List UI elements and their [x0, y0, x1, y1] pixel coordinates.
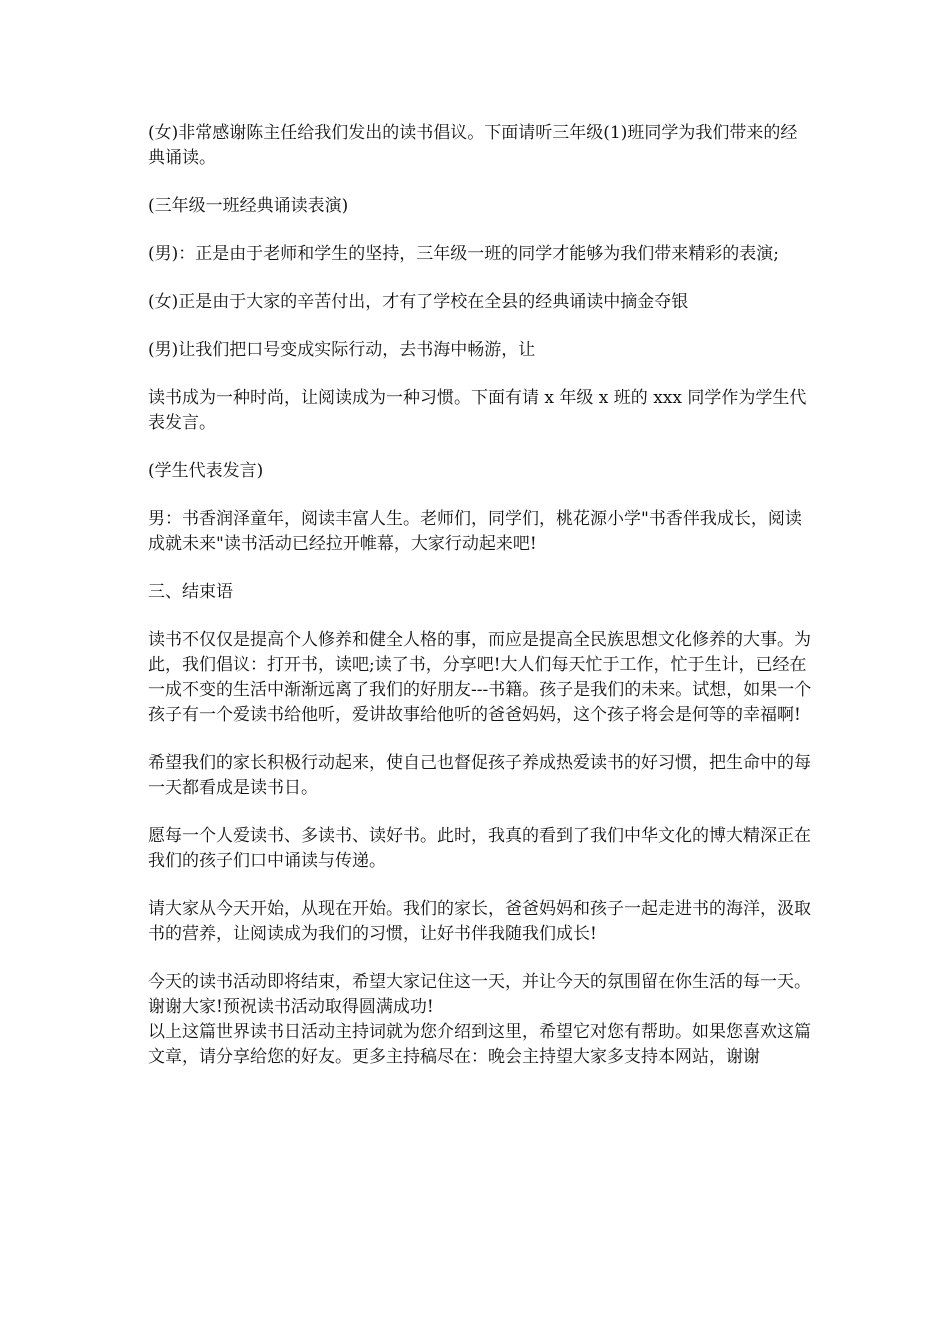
paragraph-class-performance: (三年级一班经典诵读表演) — [148, 196, 349, 216]
paragraph-parents-hope: 希望我们的家长积极行动起来，使自己也督促孩子养成热爱读书的好习惯，把生命中的每一天都看成是读书日。 — [148, 753, 811, 798]
section-heading-closing: 三、结束语 — [148, 582, 233, 602]
paragraph-male-action: (男)让我们把口号变成实际行动，去书海中畅游，让 — [148, 340, 536, 360]
paragraph-student-invite: 读书成为一种时尚，让阅读成为一种习惯。下面有请 x 年级 x 班的 xxx 同学作为学生代表发言。 — [148, 388, 807, 433]
paragraph-start-today: 请大家从今天开始，从现在开始。我们的家长，爸爸妈妈和孩子一起走进书的海洋，汲取书的营养，让阅读成为我们的习惯，让好书伴我随我们成长! — [148, 899, 811, 944]
paragraph-student-speech: (学生代表发言) — [148, 461, 264, 481]
paragraph-footer-note: 以上这篇世界读书日活动主持词就为您介绍到这里，希望它对您有帮助。如果您喜欢这篇文章，请分享给您的好友。更多主持稿尽在：晚会主持望大家多支持本网站，谢谢 — [148, 1022, 811, 1067]
paragraph-male-persistence: (男)：正是由于老师和学生的坚持，三年级一班的同学才能够为我们带来精彩的表演; — [148, 244, 779, 264]
paragraph-everyone-reads: 愿每一个人爱读书、多读书、读好书。此时，我真的看到了我们中华文化的博大精深正在我们的孩子们口中诵读与传递。 — [148, 826, 811, 871]
paragraph-female-effort: (女)正是由于大家的辛苦付出，才有了学校在全县的经典诵读中摘金夺银 — [148, 292, 689, 312]
paragraph-reading-proposal: 读书不仅仅是提高个人修养和健全人格的事，而应是提高全民族思想文化修养的大事。为此，我们倡议：打开书，读吧;读了书，分享吧!大人们每天忙于工作，忙于生计，已经在一成不变的生活中渐渐远离了我们的好朋友---书籍。孩子是我们的未来。试想，如果一个孩子有一个爱读书给他听，爱讲故事给他听的爸爸妈妈，这个孩子将会是何等的幸福啊! — [148, 630, 812, 725]
document-page — [148, 121, 812, 1070]
paragraph-closing-thanks: 今天的读书活动即将结束，希望大家记住这一天，并让今天的氛围留在你生活的每一天。谢谢大家!预祝读书活动取得圆满成功! — [148, 972, 811, 1017]
paragraph-female-thanks: (女)非常感谢陈主任给我们发出的读书倡议。下面请听三年级(1)班同学为我们带来的经典诵读。 — [148, 123, 798, 168]
paragraph-male-kickoff: 男：书香润泽童年，阅读丰富人生。老师们，同学们，桃花源小学"书香伴我成长，阅读成就未来"读书活动已经拉开帷幕，大家行动起来吧! — [148, 509, 802, 554]
